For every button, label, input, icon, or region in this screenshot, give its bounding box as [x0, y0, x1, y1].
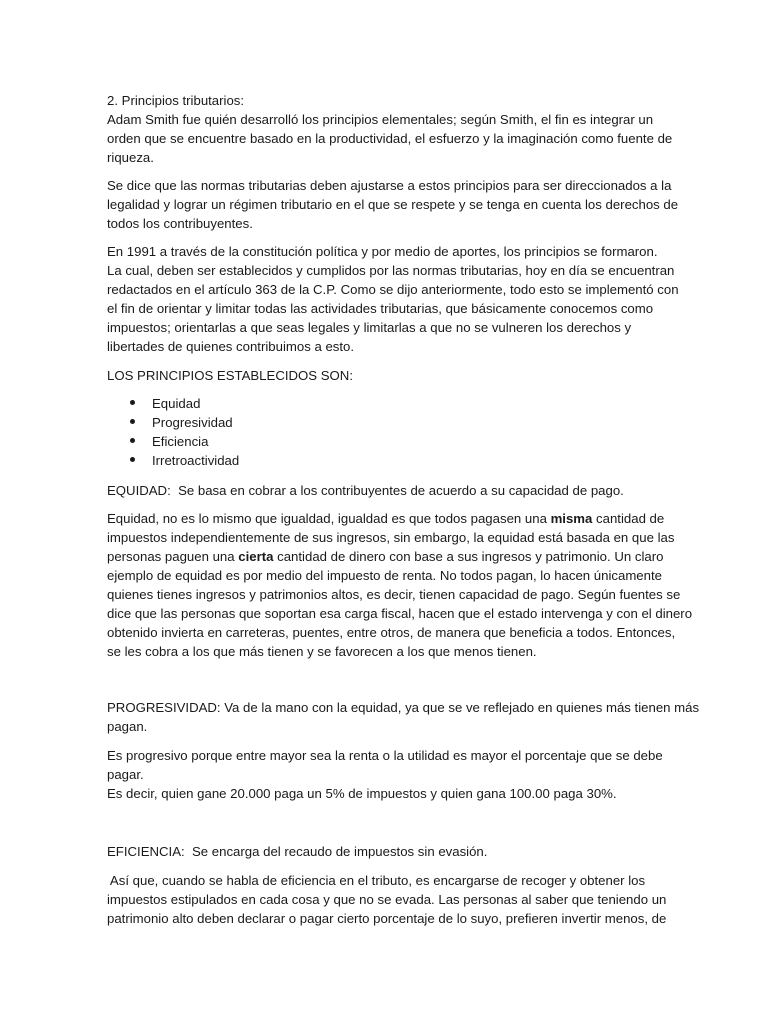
- bold-word: misma: [550, 511, 593, 526]
- equidad-line: Equidad, no es lo mismo que igualdad, igualdad es que todos pagasen una misma cantidad de: [107, 511, 665, 526]
- bold-word: cierta: [238, 549, 274, 564]
- progresividad-definition: PROGRESIVIDAD: Va de la mano con la equidad, ya que se ve reflejado en quienes más tienen más pagan.: [107, 700, 700, 734]
- principles-heading: LOS PRINCIPIOS ESTABLECIDOS SON:: [107, 368, 353, 383]
- bullet-icon: [130, 457, 135, 462]
- bullet-icon: [130, 438, 135, 443]
- list-item: Equidad: [152, 396, 201, 411]
- principios-intro-paragraph: 2. Principios tributarios: Adam Smith fue quién desarrolló los principios elementales; según Smith, el fin es integrar un orden que se encuentre basado en la productividad, el esfuerzo y la imaginación como fuente de riqueza.: [107, 93, 673, 165]
- equidad-paragraph-rest: ejemplo de equidad es por medio del impuesto de renta. No todos pagan, lo hacen únicamente quienes tienes ingresos y patrimonios altos, es decir, tienen capacidad de pago. Según fuentes se dice que las personas que soportan esa carga fiscal, hacen que el estado intervenga y con el dinero obtenido invierta en carreteras, puentes, entre otros, de manera que beneficia a todos. Entonces, se les cobra a los que más tienen y se favorecen a los que menos tienen.: [107, 568, 693, 659]
- eficiencia-definition: EFICIENCIA: Se encarga del recaudo de impuestos sin evasión.: [107, 844, 488, 859]
- constitucion-paragraph: En 1991 a través de la constitución política y por medio de aportes, los principios se formaron. La cual, deben ser establecidos y cumplidos por las normas tributarias, hoy en día se encuentran redactados en el artículo 363 de la C.P. Como se dijo anteriormente, todo esto se implementó con el fin de orientar y limitar todas las actividades tributarias, que básicamente conocemos como impuestos; orientarlas a que seas legales y limitarlas a que no se vulneren los derechos y libertades de quienes contribuimos a esto.: [107, 244, 679, 354]
- bullet-icon: [130, 419, 135, 424]
- equidad-line: personas paguen una cierta cantidad de dinero con base a sus ingresos y patrimonio. Un claro: [107, 549, 664, 564]
- list-item: Irretroactividad: [152, 453, 240, 468]
- list-item: Progresividad: [152, 415, 233, 430]
- normas-paragraph: Se dice que las normas tributarias deben ajustarse a estos principios para ser direccionados a la legalidad y lograr un régimen tributario en el que se respete y se tenga en cuenta los derechos de todos los contribuyentes.: [107, 178, 679, 231]
- progresividad-paragraph: Es progresivo porque entre mayor sea la renta o la utilidad es mayor el porcentaje que se debe pagar. Es decir, quien gane 20.000 paga un 5% de impuestos y quien gana 100.00 paga 30%.: [107, 748, 663, 801]
- equidad-definition: EQUIDAD: Se basa en cobrar a los contribuyentes de acuerdo a su capacidad de pago.: [107, 483, 624, 498]
- list-item: Eficiencia: [152, 434, 209, 449]
- bullet-icon: [130, 400, 135, 405]
- equidad-line: impuestos independientemente de sus ingresos, sin embargo, la equidad está basada en que las: [107, 530, 675, 545]
- eficiencia-paragraph: Así que, cuando se habla de eficiencia en el tributo, es encargarse de recoger y obtener los impuestos estipulados en cada cosa y que no se evada. Las personas al saber que teniendo un patrimonio alto deben declarar o pagar cierto porcentaje de lo suyo, prefieren invertir menos, de: [107, 873, 667, 926]
